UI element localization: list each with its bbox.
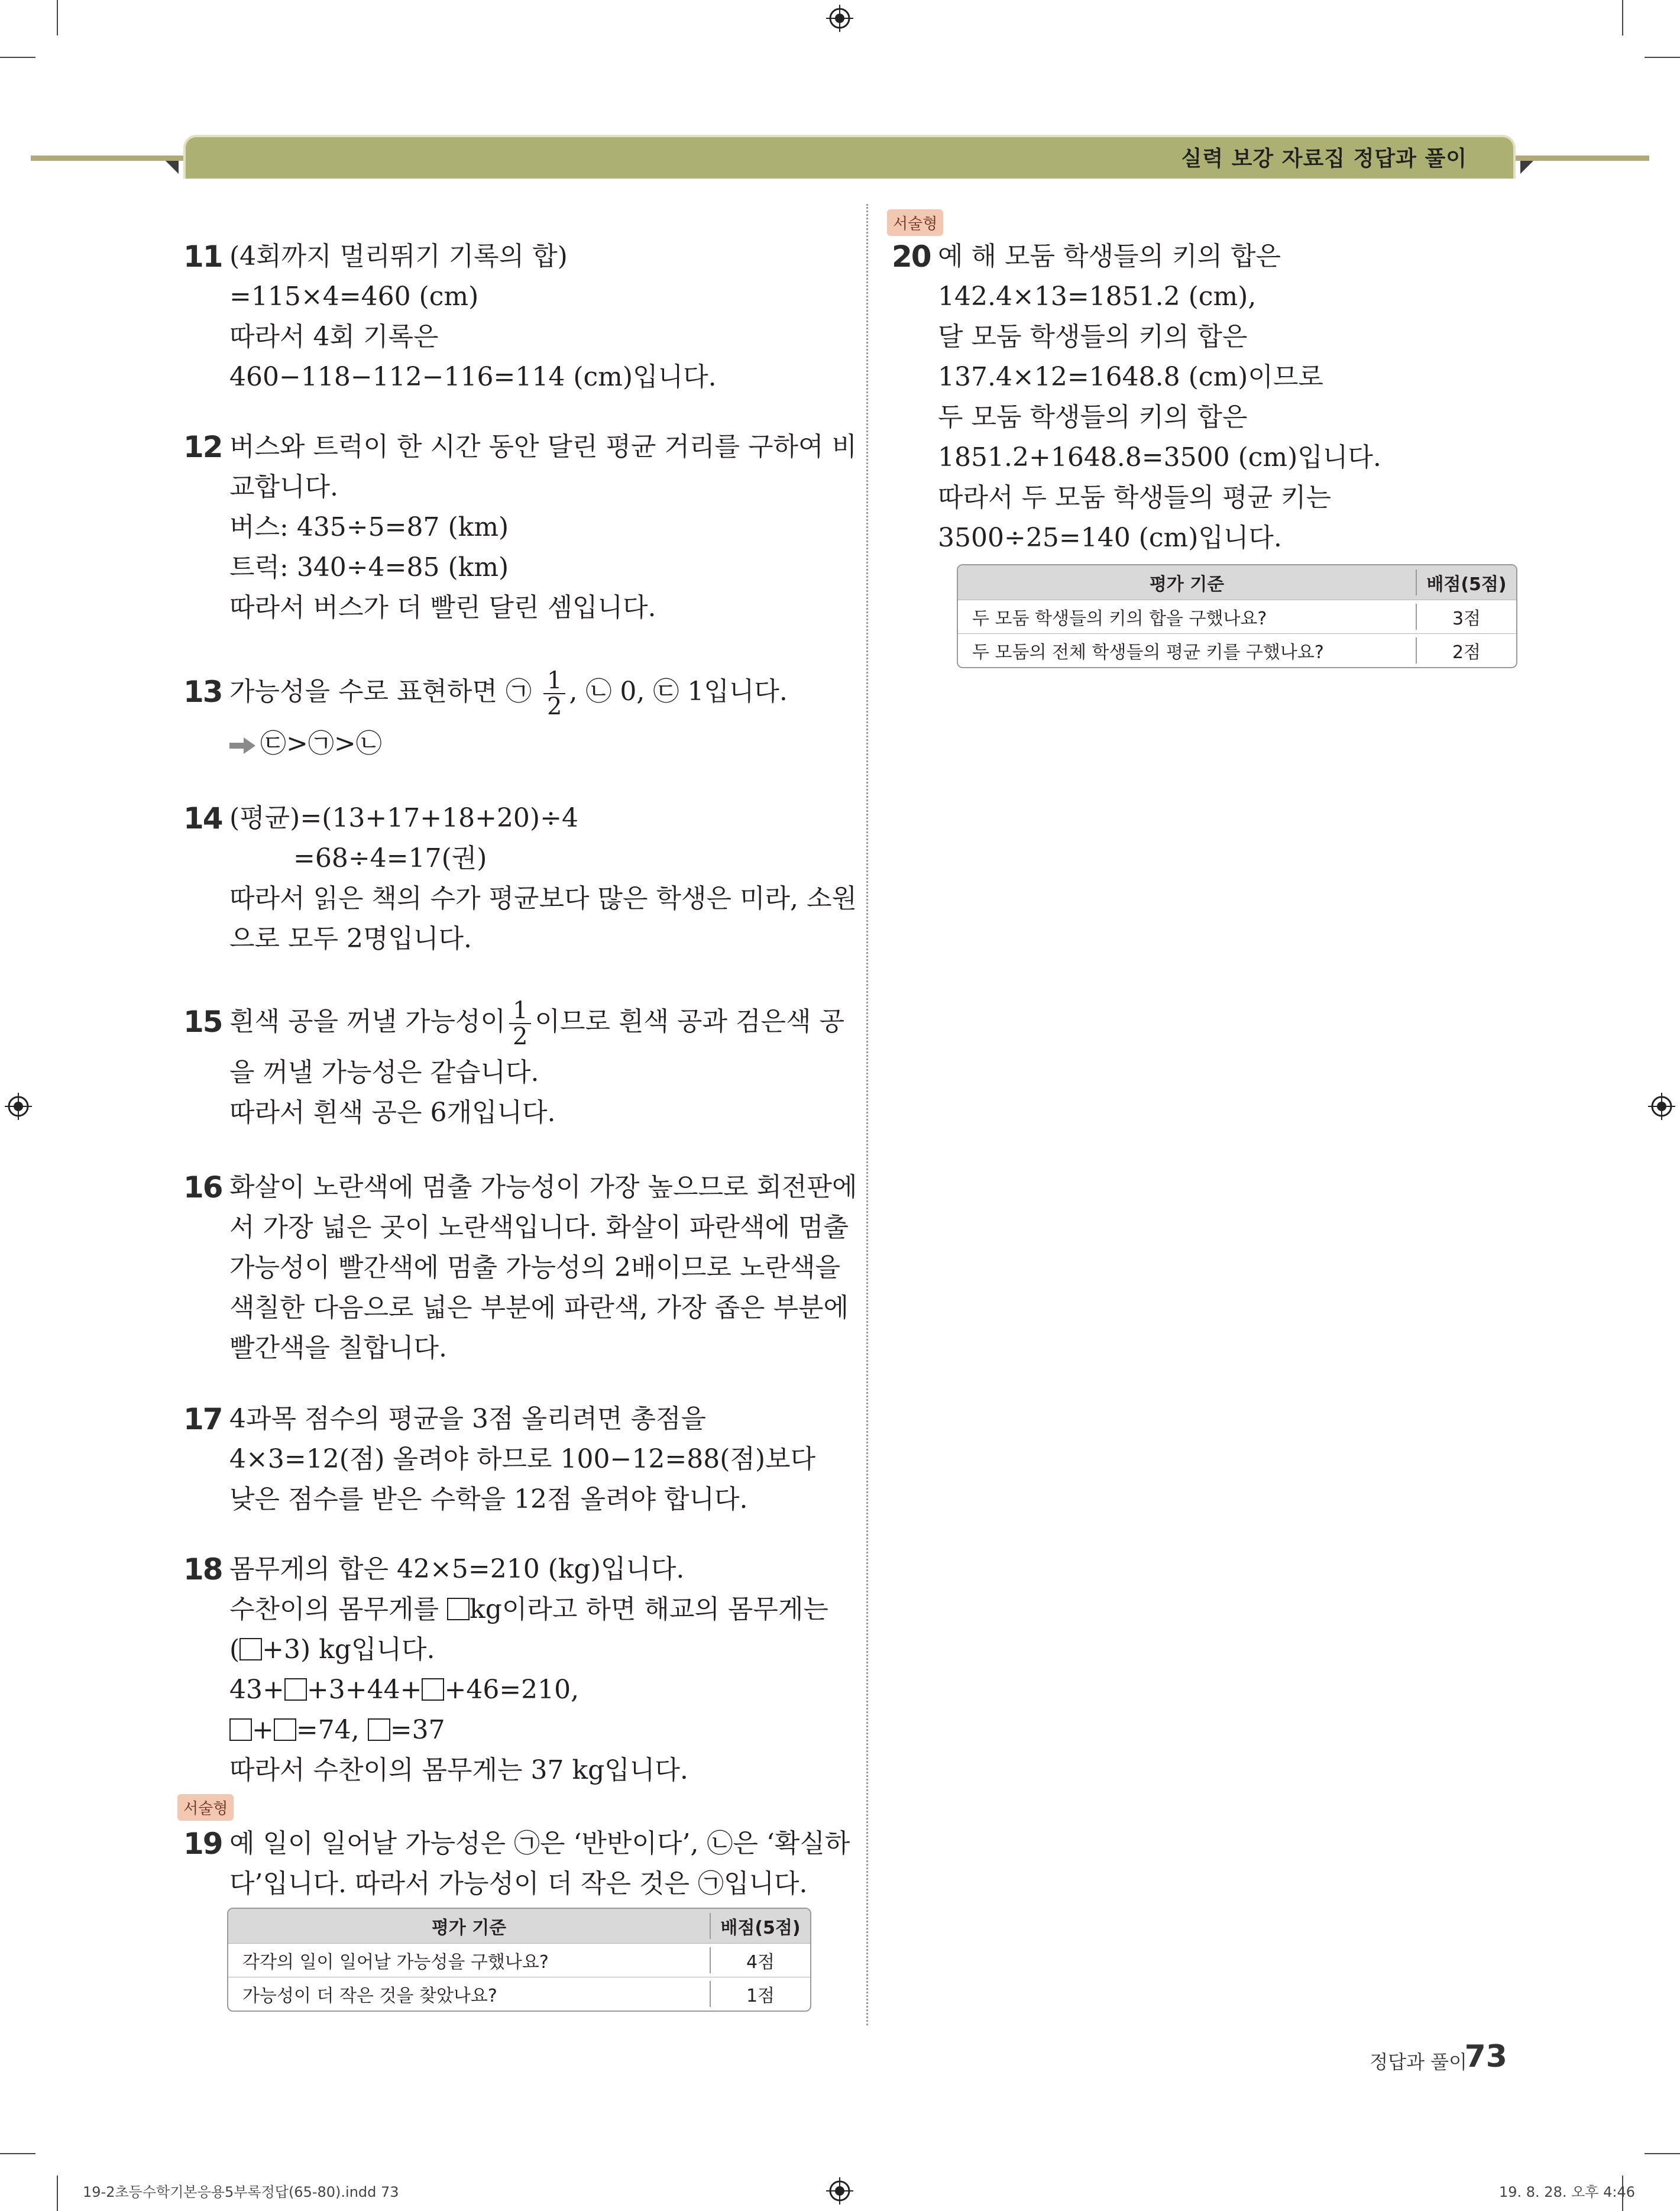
header-corner: [1520, 161, 1533, 174]
registration-mark-icon: [826, 5, 853, 32]
problem-number: 14: [183, 801, 222, 836]
rubric-table-20: [957, 564, 1517, 668]
text-fragment: kg이라고 하면 해교의 몸무게는: [470, 1594, 828, 1624]
criteria-cell: 각각의 일이 일어날 가능성을 구했나요?: [242, 1952, 549, 1973]
text-line: 으로 모두 2명입니다.: [229, 924, 472, 954]
text-fragment: 흰색 공을 꺼낼 가능성이: [229, 1006, 506, 1037]
rubric-row: [958, 633, 1516, 667]
text-line: =68÷4=17(권): [293, 843, 487, 873]
text-line: [229, 1710, 828, 1750]
problem-number: 20: [892, 239, 931, 274]
text-fragment: , ㉡ 0, ㉢ 1입니다.: [569, 676, 788, 707]
section-title: 실력 보강 자료집 정답과 풀이: [1181, 147, 1467, 171]
problem-20: [892, 237, 1381, 558]
header-cell: 평가 기준: [431, 1918, 507, 1938]
text-line: 몸무게의 합은 42×5=210 (kg)입니다.: [229, 1554, 685, 1584]
essay-tag: 서술형: [177, 1794, 234, 1821]
text-line: 4×3=12(점) 올려야 하므로 100−12=88(점)보다: [229, 1444, 816, 1474]
text-line: 4과목 점수의 평균을 3점 올리려면 총점을: [229, 1404, 706, 1434]
text-line: (4회까지 멀리뛰기 기록의 합): [229, 241, 568, 271]
rubric-header: [958, 565, 1516, 600]
text-line: [229, 660, 788, 724]
fraction: [509, 998, 531, 1049]
crop-mark: [1622, 0, 1623, 35]
denominator: 2: [513, 1022, 528, 1050]
answer-line: [229, 724, 788, 764]
header-cell: 배점(5점): [1416, 569, 1516, 595]
numerator: 1: [509, 998, 531, 1024]
column-divider: [866, 204, 868, 2025]
registration-mark-icon: [5, 1093, 32, 1120]
problem-12: [183, 427, 857, 628]
text-fragment: (: [229, 1634, 240, 1665]
text-line: 달 모둠 학생들의 키의 합은: [938, 322, 1248, 352]
text-fragment: 43+: [229, 1675, 284, 1705]
text-line: 버스: 435÷5=87 (km): [229, 512, 509, 542]
page-number: 73: [1464, 2039, 1507, 2074]
registration-mark-icon: [1648, 1093, 1675, 1120]
problem-number: 17: [183, 1402, 222, 1436]
text-line: 가능성이 빨간색에 멈출 가능성의 2배이므로 노란색을: [229, 1252, 841, 1283]
problem-number: 19: [183, 1827, 222, 1861]
score-cell: 3점: [1416, 604, 1516, 630]
arrow-right-icon: [229, 737, 255, 754]
text-line: 을 꺼낼 가능성은 같습니다.: [229, 1057, 539, 1087]
crop-mark: [0, 2153, 35, 2154]
text-fragment: +3) kg입니다.: [262, 1634, 435, 1665]
text-line: 예 일이 일어날 가능성은 ㉠은 ‘반반이다’, ㉡은 ‘확실하: [229, 1828, 850, 1859]
problem-number: 15: [183, 1005, 222, 1039]
text-line: 460−118−112−116=114 (cm)입니다.: [229, 362, 717, 392]
text-line: 3500÷25=140 (cm)입니다.: [938, 523, 1282, 553]
problem-14: [183, 798, 857, 959]
crop-mark: [57, 0, 58, 35]
blank-box-icon: [229, 1718, 252, 1741]
text-line: 따라서 읽은 책의 수가 평균보다 많은 학생은 미라, 소원: [229, 883, 857, 914]
problem-13: [183, 660, 788, 764]
blank-box-icon: [239, 1638, 262, 1660]
text-fragment: +3+44+: [306, 1675, 422, 1705]
criteria-cell: 두 모둠의 전체 학생들의 평균 키를 구했나요?: [972, 642, 1324, 663]
problem-16: [183, 1167, 857, 1368]
text-line: [229, 1630, 828, 1670]
text-fragment: 가능성을 수로 표현하면: [229, 676, 498, 707]
text-line: [229, 1670, 828, 1710]
print-slug-right: 19. 8. 28. 오후 4:46: [1498, 2184, 1635, 2200]
text-line: 낮은 점수를 받은 수학을 12점 올려야 합니다.: [229, 1484, 748, 1514]
blank-box-icon: [422, 1678, 444, 1701]
text-line: 142.4×13=1851.2 (cm),: [938, 281, 1257, 312]
text-fragment: =37: [390, 1715, 445, 1745]
problem-number: 18: [183, 1552, 222, 1587]
crop-mark: [0, 57, 35, 58]
print-slug-left: 19-2초등수학기본응용5부록정답(65-80).indd 73: [83, 2184, 399, 2200]
text-line: 예 해 모둠 학생들의 키의 합은: [938, 241, 1281, 271]
text-line: 서 가장 넓은 곳이 노란색입니다. 화살이 파란색에 멈출: [229, 1212, 849, 1242]
text-line: 버스와 트럭이 한 시간 동안 달린 평균 거리를 구하여 비: [229, 432, 857, 462]
text-line: 따라서 수찬이의 몸무게는 37 kg입니다.: [229, 1755, 688, 1785]
header-corner: [166, 161, 179, 174]
numerator: 1: [543, 668, 565, 694]
answer-text: ㉢>㉠>㉡: [260, 729, 382, 759]
text-line: 트럭: 340÷4=85 (km): [229, 552, 509, 582]
problem-15: [183, 991, 844, 1133]
score-cell: 2점: [1416, 637, 1516, 663]
text-line: 두 모둠 학생들의 키의 합은: [938, 402, 1248, 432]
blank-box-icon: [274, 1718, 296, 1741]
problem-18: [183, 1549, 828, 1791]
circled-label: ㉠: [506, 676, 532, 707]
problem-number: 13: [183, 675, 222, 709]
header-cell: 배점(5점): [710, 1913, 810, 1939]
crop-mark: [1645, 2153, 1680, 2154]
crop-mark: [1645, 57, 1680, 58]
problem-17: [183, 1399, 816, 1520]
problem-number: 11: [183, 239, 222, 274]
blank-box-icon: [284, 1678, 307, 1701]
registration-mark-icon: [826, 2177, 853, 2204]
blank-box-icon: [447, 1598, 470, 1620]
problem-number: 12: [183, 430, 222, 464]
text-line: 색칠한 다음으로 넓은 부분에 파란색, 가장 좁은 부분에: [229, 1293, 849, 1323]
text-line: (평균)=(13+17+18+20)÷4: [229, 803, 578, 833]
text-line: [229, 1590, 828, 1630]
rubric-row: [228, 1943, 810, 1977]
problem-number: 16: [183, 1170, 222, 1205]
text-line: 다’입니다. 따라서 가능성이 더 작은 것은 ㉠입니다.: [229, 1869, 808, 1899]
score-cell: 1점: [710, 1981, 810, 2007]
text-fragment: =74,: [296, 1715, 360, 1745]
text-line: 빨간색을 칠합니다.: [229, 1333, 448, 1363]
criteria-cell: 두 모둠 학생들의 키의 합을 구했나요?: [972, 608, 1267, 629]
crop-mark: [57, 2176, 58, 2211]
text-line: 따라서 버스가 더 빨린 달린 셈입니다.: [229, 593, 656, 623]
problem-11: [183, 237, 717, 397]
text-line: 따라서 4회 기록은: [229, 322, 439, 352]
essay-tag: 서술형: [887, 209, 943, 236]
text-fragment: 이므로 흰색 공과 검은색 공: [535, 1006, 844, 1037]
blank-box-icon: [368, 1718, 390, 1741]
text-line: 교합니다.: [229, 472, 339, 502]
text-line: 화살이 노란색에 멈출 가능성이 가장 높으므로 회전판에: [229, 1172, 857, 1202]
footer-label: 정답과 풀이: [1370, 2051, 1467, 2073]
text-fragment: 수찬이의 몸무게를: [229, 1594, 439, 1624]
rubric-header: [228, 1909, 810, 1943]
denominator: 2: [547, 692, 562, 720]
header-cell: 평가 기준: [1149, 574, 1225, 595]
problem-19: [183, 1824, 850, 1904]
fraction: [543, 668, 565, 719]
text-fragment: +46=210,: [444, 1675, 580, 1705]
criteria-cell: 가능성이 더 작은 것을 찾았나요?: [242, 1986, 497, 2006]
text-line: 따라서 두 모둠 학생들의 평균 키는: [938, 483, 1331, 513]
text-line: 137.4×12=1648.8 (cm)이므로: [938, 362, 1323, 392]
text-line: =115×4=460 (cm): [229, 281, 479, 312]
text-line: 따라서 흰색 공은 6개입니다.: [229, 1098, 556, 1128]
score-cell: 4점: [710, 1947, 810, 1973]
rubric-table-19: [227, 1908, 811, 2012]
rubric-row: [228, 1977, 810, 2011]
text-fragment: +: [252, 1715, 274, 1745]
text-line: [229, 991, 844, 1053]
rubric-row: [958, 600, 1516, 633]
text-line: 1851.2+1648.8=3500 (cm)입니다.: [938, 442, 1381, 472]
